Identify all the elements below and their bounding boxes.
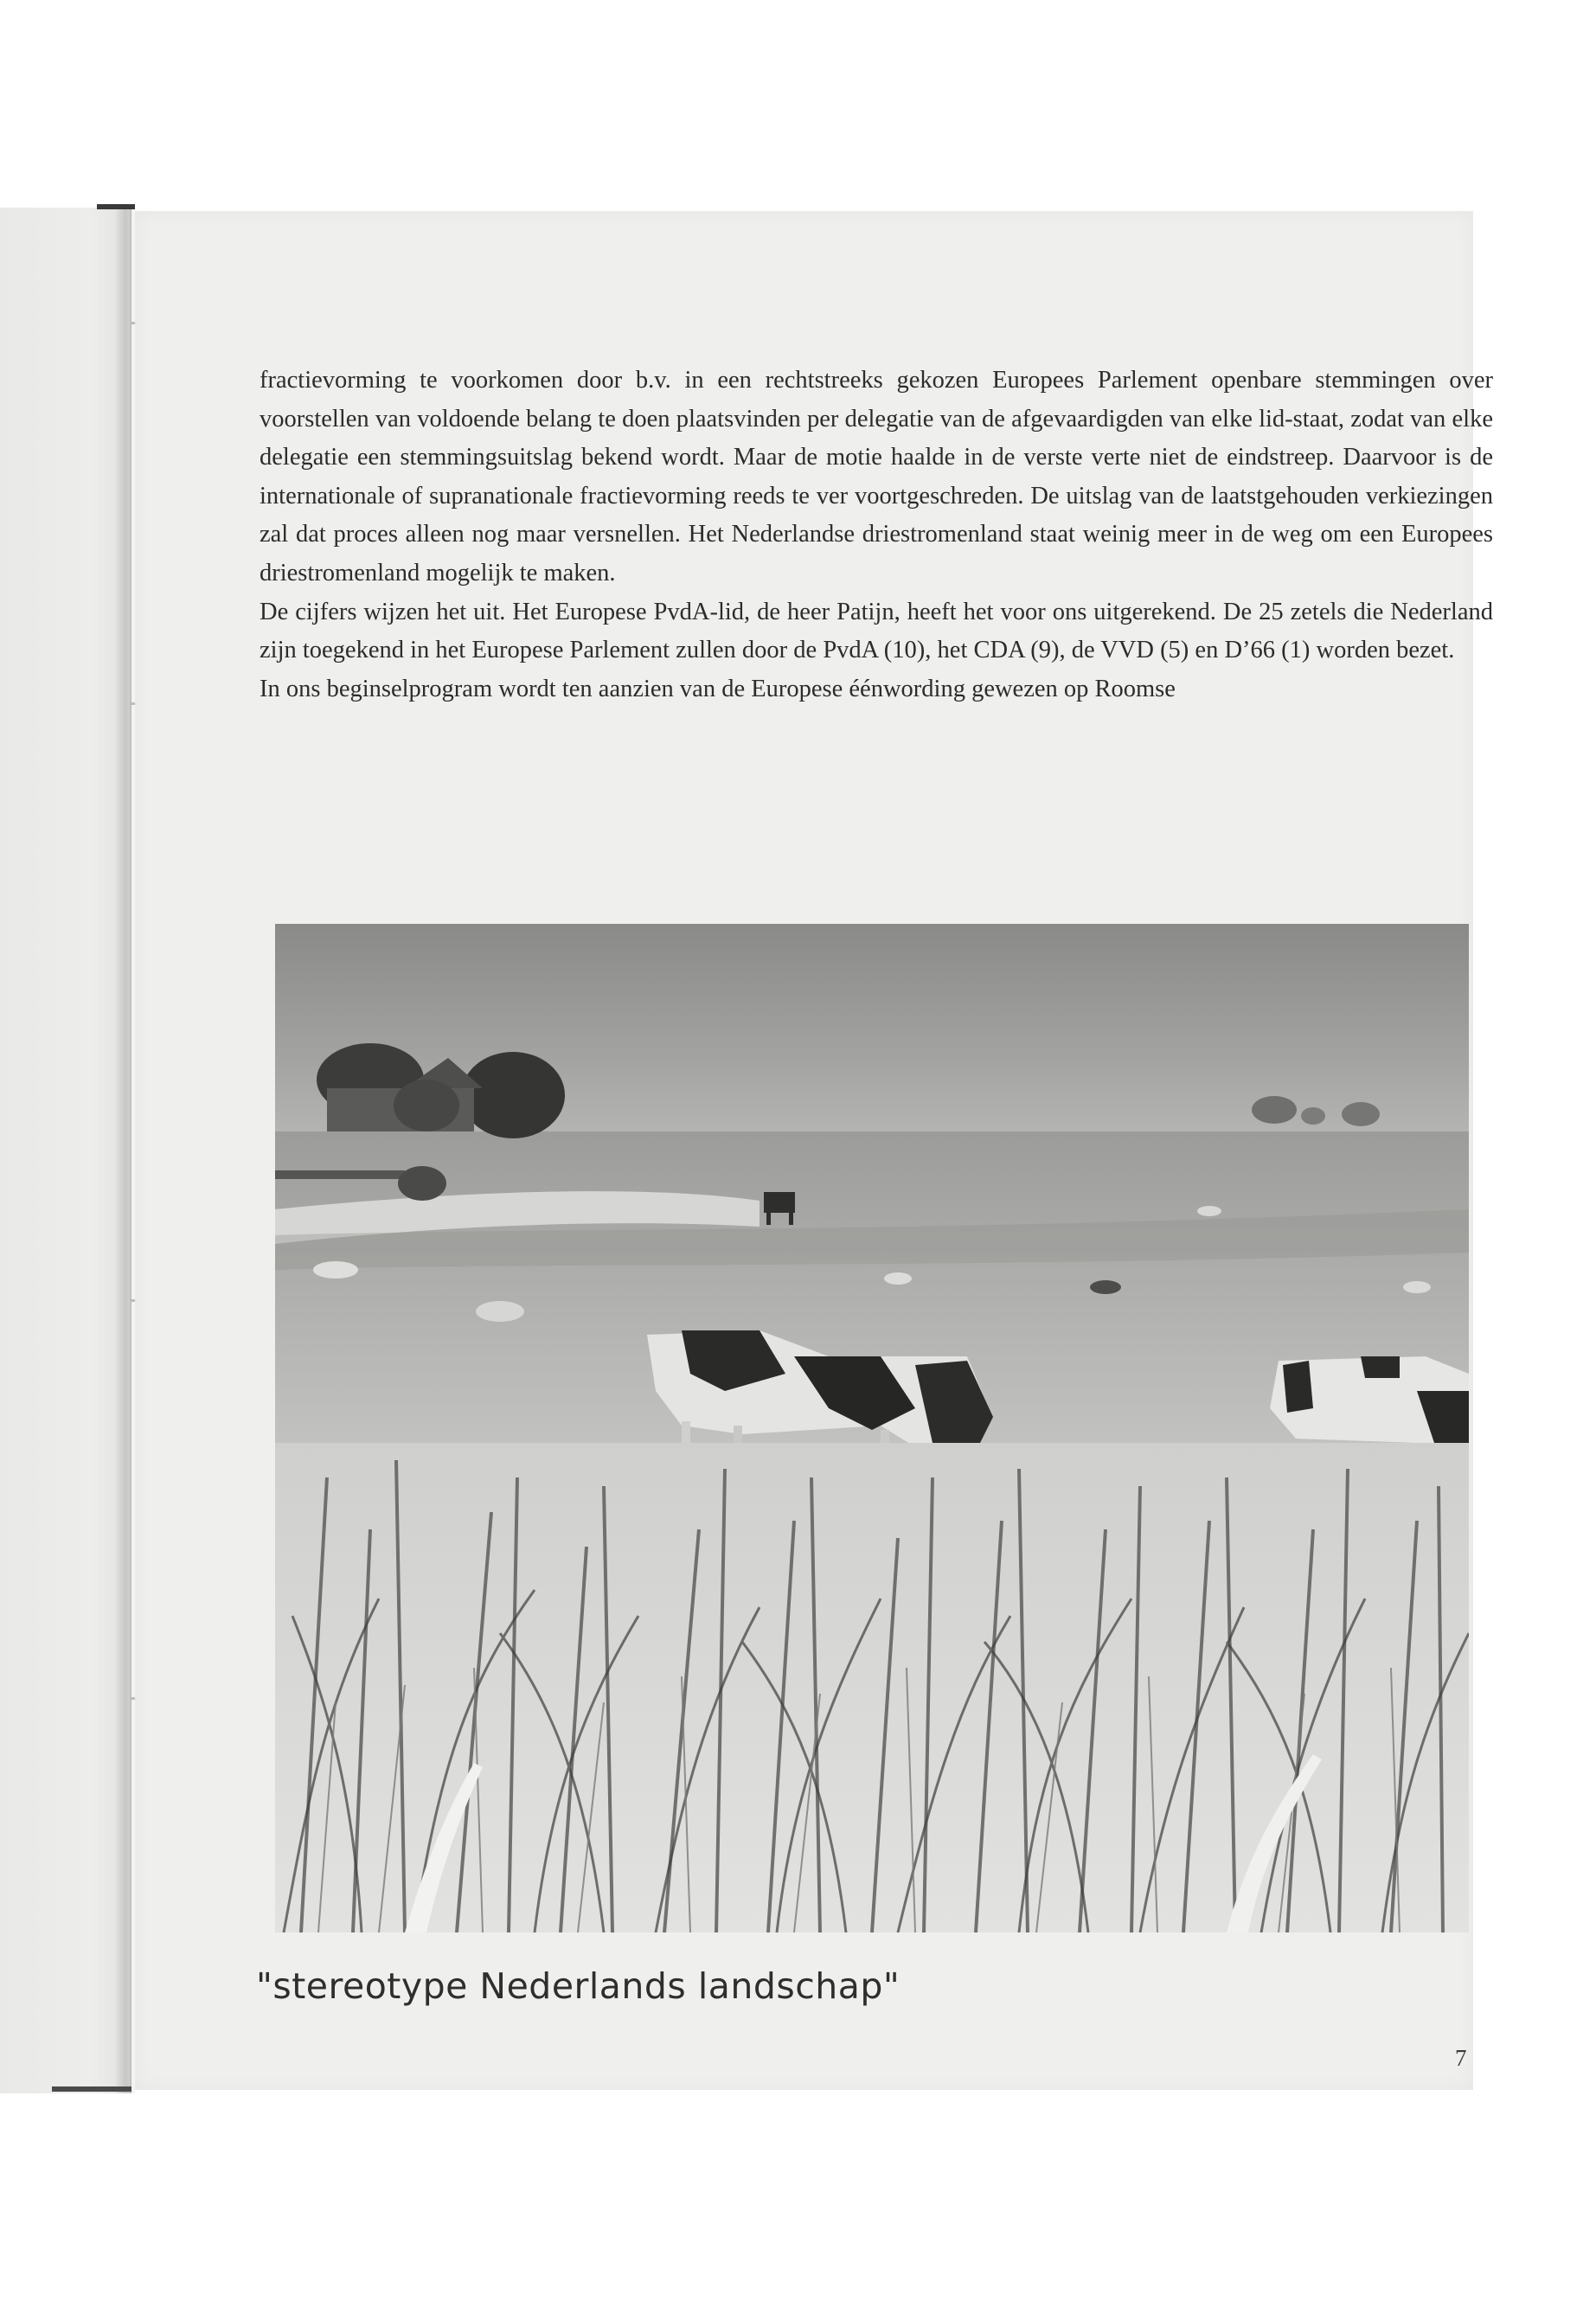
page-number: 7	[1455, 2045, 1467, 2071]
article-paragraph: De cijfers wijzen het uit. Het Europese PvdA-lid, de heer Patijn, heeft het voor ons uitgerekend. De 25 zetels die Nederland zijn toegekend in het Europese Parlement zullen door de PvdA (10), het CDA (9), de VVD (5) en D’66 (1) worden bezet.	[260, 598, 1493, 664]
article-paragraph: fractievorming te voorkomen door b.v. in een rechtstreeks gekozen Europees Parlement openbare stemmingen over voorstellen van voldoende belang te doen plaatsvinden per delegatie van de afgevaardigden van elke lid-staat, zodat van elke delegatie een stemmingsuitslag bekend wordt. Maar de motie haalde in de verste verte niet de eindstreep. Daarvoor is de internationale of supranationale fractievorming reeds te ver voortgeschreden. De uitslag van de laatstgehouden verkiezingen zal dat proces alleen nog maar versnellen. Het Nederlandse driestromenland staat weinig meer in de weg om een Europees driestromenland mogelijk te maken.	[260, 367, 1493, 586]
article-body	[260, 362, 1493, 708]
landscape-photo	[275, 924, 1469, 1932]
spine-binding-mark-bottom	[52, 2086, 131, 2092]
book-spine-shadow	[116, 208, 135, 2093]
figure-caption: "stereotype Nederlands landschap"	[256, 1965, 901, 2007]
landscape-photo-illustration	[275, 924, 1469, 1932]
spine-binding-mark-top	[97, 204, 135, 209]
previous-page-edge	[0, 208, 131, 2093]
article-paragraph: In ons beginselprogram wordt ten aanzien van de Europese éénwording gewezen op Roomse	[260, 675, 1176, 702]
